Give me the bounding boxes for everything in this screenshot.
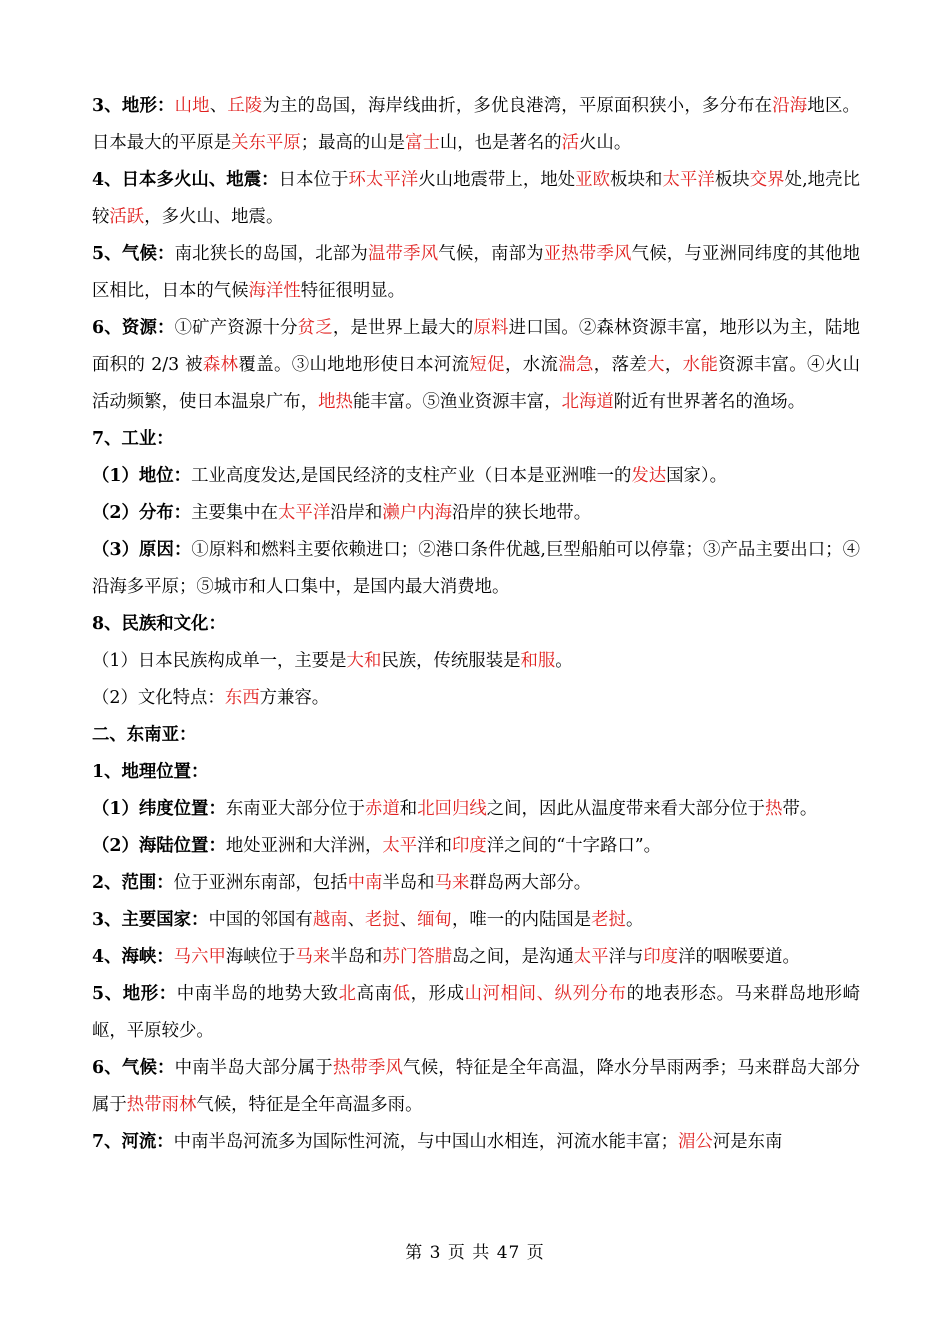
key-term: 东西 bbox=[224, 688, 260, 708]
scope-paragraph bbox=[92, 865, 860, 902]
body-text: 日本位于 bbox=[278, 170, 349, 190]
footer-mid: 页 共 bbox=[447, 1243, 491, 1263]
culture-item bbox=[92, 680, 860, 717]
key-term: 马来 bbox=[434, 873, 470, 893]
body-text: 火山地震带上，地处 bbox=[418, 170, 576, 190]
key-term: 缅甸 bbox=[417, 910, 453, 930]
body-text: ，水流 bbox=[504, 355, 559, 375]
body-text: ， bbox=[664, 355, 683, 375]
body-text: ，是世界上最大的 bbox=[332, 318, 474, 338]
body-text: 火山。 bbox=[579, 133, 632, 153]
key-term: 越南 bbox=[312, 910, 348, 930]
industry-distribution bbox=[92, 495, 860, 532]
southeast-asia-heading bbox=[92, 717, 860, 754]
key-term: 贫乏 bbox=[297, 318, 333, 338]
key-term: 交界 bbox=[749, 170, 785, 190]
body-text: 民族，传统服装是 bbox=[381, 651, 521, 671]
body-text: 方兼容。 bbox=[259, 688, 330, 708]
body-text: 河是东南 bbox=[712, 1132, 783, 1152]
body-text: 中南半岛大部分属于 bbox=[174, 1058, 333, 1078]
body-text: 为主的岛国，海岸线曲折，多优良港湾，平原面积狭小，多分布在 bbox=[262, 96, 773, 116]
body-text: ；最高的山是 bbox=[300, 133, 406, 153]
key-term: 发达 bbox=[631, 466, 667, 486]
key-term: 北回归线 bbox=[417, 799, 487, 819]
rivers-paragraph bbox=[92, 1124, 860, 1161]
key-term: 海洋性 bbox=[248, 281, 301, 301]
section-label: 4、日本多火山、地震： bbox=[92, 170, 279, 190]
climate-paragraph bbox=[92, 236, 860, 310]
key-term: 太平 bbox=[573, 947, 609, 967]
key-term: 热带季风 bbox=[332, 1058, 404, 1078]
key-term: 活跃 bbox=[109, 207, 145, 227]
key-term: 温带季风 bbox=[367, 244, 439, 264]
key-term: 水能 bbox=[682, 355, 719, 375]
body-text: 洋和 bbox=[417, 836, 452, 856]
key-term: 印度 bbox=[451, 836, 487, 856]
body-text: 群岛两大部分。 bbox=[469, 873, 592, 893]
strait-paragraph bbox=[92, 939, 860, 976]
location-heading bbox=[92, 754, 860, 791]
body-text: 处,地壳比较 bbox=[92, 170, 860, 227]
body-text: 高南 bbox=[356, 984, 393, 1004]
body-text: ，多火山、地震。 bbox=[144, 207, 284, 227]
body-text: 工业高度发达,是国民经济的支柱产业（日本是亚洲唯一的 bbox=[191, 466, 632, 486]
body-text: 岛之间，是沟通 bbox=[452, 947, 574, 967]
body-text: 、 bbox=[399, 910, 418, 930]
key-term: 大和 bbox=[346, 651, 382, 671]
section-label: （2）分布： bbox=[92, 503, 192, 523]
key-term: 地热 bbox=[318, 392, 353, 412]
key-term: 马六甲 bbox=[173, 947, 226, 967]
key-term: 北 bbox=[338, 984, 357, 1004]
key-term: 原料 bbox=[473, 318, 509, 338]
key-term: 太平洋 bbox=[662, 170, 715, 190]
body-text: 覆盖。③山地地形使日本河流 bbox=[238, 355, 470, 375]
body-text: 、 bbox=[347, 910, 366, 930]
key-term: 中南 bbox=[347, 873, 383, 893]
body-text: 之间，因此从温度带来看大部分位于 bbox=[486, 799, 766, 819]
key-term: 热带雨林 bbox=[126, 1095, 197, 1115]
body-text: 和 bbox=[399, 799, 418, 819]
body-text: 带。 bbox=[782, 799, 818, 819]
footer-suffix: 页 bbox=[526, 1243, 545, 1263]
page-footer bbox=[0, 1238, 950, 1263]
body-text: 板块和 bbox=[610, 170, 663, 190]
key-term: 大 bbox=[647, 355, 665, 375]
body-text: ，落差 bbox=[593, 355, 648, 375]
key-term: 关东平原 bbox=[231, 133, 301, 153]
key-term: 太平 bbox=[382, 836, 418, 856]
industry-reasons bbox=[92, 532, 860, 606]
key-term: 和服 bbox=[520, 651, 556, 671]
section-label: （3）原因： bbox=[92, 540, 192, 560]
key-term: 山地 bbox=[174, 96, 210, 116]
body-text: ①矿产资源十分 bbox=[174, 318, 298, 338]
body-text: 地区。日本最大的平原是 bbox=[92, 96, 860, 153]
key-term: 老挝 bbox=[365, 910, 400, 930]
body-text: 沿岸的狭长地带。 bbox=[451, 503, 592, 523]
body-text: 资源丰富。④火山活动频繁，使日本温泉广布， bbox=[92, 355, 860, 412]
body-text: 气候，特征是全年高温，降水分旱雨两季；马来群岛大部分属于 bbox=[92, 1058, 860, 1115]
section-label: 6、资源： bbox=[92, 318, 175, 338]
footer-total-pages: 47 bbox=[496, 1243, 521, 1263]
body-text: 板块 bbox=[714, 170, 750, 190]
latitude-location bbox=[92, 791, 860, 828]
key-term: 亚欧 bbox=[575, 170, 611, 190]
section-label: 5、气候： bbox=[92, 244, 175, 264]
sea-terrain-paragraph bbox=[92, 976, 860, 1050]
countries-paragraph bbox=[92, 902, 860, 939]
key-term: 马来 bbox=[295, 947, 331, 967]
key-term: 丘陵 bbox=[227, 96, 263, 116]
ethnicity-heading bbox=[92, 606, 860, 643]
ethnicity-item bbox=[92, 643, 860, 680]
sea-climate-paragraph bbox=[92, 1050, 860, 1124]
body-text: 能丰富。⑤渔业资源丰富， bbox=[352, 392, 562, 412]
section-label: 3、主要国家： bbox=[92, 910, 209, 930]
section-label: 二、东南亚： bbox=[92, 725, 197, 745]
body-text: 国家）。 bbox=[666, 466, 728, 486]
body-text: 气候，特征是全年高温多雨。 bbox=[196, 1095, 423, 1115]
body-text: 中南半岛的地势大致 bbox=[176, 984, 339, 1004]
key-term: 热 bbox=[765, 799, 783, 819]
key-term: 濑户内海 bbox=[382, 503, 452, 523]
key-term: 印度 bbox=[643, 947, 679, 967]
key-term: 湍急 bbox=[558, 355, 594, 375]
section-label: 4、海峡： bbox=[92, 947, 174, 967]
section-label: 8、民族和文化： bbox=[92, 614, 226, 634]
body-text: （2）文化特点： bbox=[92, 688, 225, 708]
key-term: 湄公 bbox=[678, 1132, 713, 1152]
body-text: 洋的咽喉要道。 bbox=[678, 947, 800, 967]
key-term: 亚热带季风 bbox=[543, 244, 632, 264]
key-term: 富士 bbox=[405, 133, 440, 153]
section-label: 7、河流： bbox=[92, 1132, 174, 1152]
section-label: （2）海陆位置： bbox=[92, 836, 226, 856]
body-text: 附近有世界著名的渔场。 bbox=[613, 392, 806, 412]
document-body bbox=[92, 88, 860, 1161]
section-label: 2、范围： bbox=[92, 873, 174, 893]
industry-heading bbox=[92, 421, 860, 458]
section-label: 7、工业： bbox=[92, 429, 174, 449]
body-text: 东南亚大部分位于 bbox=[225, 799, 365, 819]
footer-page-number: 3 bbox=[429, 1243, 442, 1263]
section-label: （1）纬度位置： bbox=[92, 799, 226, 819]
key-term: 山河相间、纵列分布 bbox=[464, 984, 627, 1004]
section-label: 6、气候： bbox=[92, 1058, 175, 1078]
industry-status bbox=[92, 458, 860, 495]
body-text: （1）日本民族构成单一，主要是 bbox=[92, 651, 347, 671]
resources-paragraph bbox=[92, 310, 860, 421]
key-term: 太平洋 bbox=[278, 503, 331, 523]
key-term: 赤道 bbox=[364, 799, 400, 819]
body-text: 、 bbox=[209, 96, 228, 116]
key-term: 短促 bbox=[469, 355, 505, 375]
body-text: 中南半岛河流多为国际性河流，与中国山水相连，河流水能丰富； bbox=[173, 1132, 679, 1152]
key-term: 北海道 bbox=[561, 392, 614, 412]
body-text: 的地表形态。马来群岛地形崎岖，平原较少。 bbox=[92, 984, 860, 1041]
section-label: 1、地理位置： bbox=[92, 762, 209, 782]
body-text: 沿岸和 bbox=[330, 503, 383, 523]
section-label: 5、地形： bbox=[92, 984, 177, 1004]
body-text: 主要集中在 bbox=[191, 503, 279, 523]
body-text: 气候，南部为 bbox=[438, 244, 544, 264]
key-term: 森林 bbox=[202, 355, 239, 375]
key-term: 低 bbox=[392, 984, 411, 1004]
section-label: 3、地形： bbox=[92, 96, 175, 116]
key-term: 环太平洋 bbox=[348, 170, 419, 190]
body-text: 南北狭长的岛国，北部为 bbox=[174, 244, 368, 264]
body-text: ，形成 bbox=[410, 984, 465, 1004]
section-label: （1）地位： bbox=[92, 466, 192, 486]
body-text: ，唯一的内陆国是 bbox=[452, 910, 592, 930]
footer-prefix: 第 bbox=[405, 1243, 424, 1263]
volcano-earthquake-paragraph bbox=[92, 162, 860, 236]
body-text: 特征很明显。 bbox=[300, 281, 406, 301]
body-text: 位于亚洲东南部，包括 bbox=[173, 873, 348, 893]
body-text: 洋之间的“十字路口”。 bbox=[486, 836, 662, 856]
key-term: 老挝 bbox=[591, 910, 626, 930]
body-text: 地处亚洲和大洋洲， bbox=[225, 836, 383, 856]
terrain-paragraph bbox=[92, 88, 860, 162]
body-text: ①原料和燃料主要依赖进口；②港口条件优越,巨型船舶可以停靠；③产品主要出口；④沿海多平原；⑤城市和人口集中，是国内最大消费地。 bbox=[92, 540, 860, 597]
key-term: 沿海 bbox=[772, 96, 808, 116]
body-text: 。 bbox=[555, 651, 573, 671]
body-text: 半岛和 bbox=[330, 947, 383, 967]
body-text: 海峡位于 bbox=[225, 947, 296, 967]
body-text: 山，也是著名的 bbox=[439, 133, 562, 153]
key-term: 苏门答腊 bbox=[382, 947, 452, 967]
body-text: 气候，与亚洲同纬度的其他地区相比，日本的气候 bbox=[92, 244, 860, 301]
body-text: 中国的邻国有 bbox=[208, 910, 313, 930]
body-text: 进口国。②森林资源丰富，地形以为主，陆地面积的 2/3 被 bbox=[92, 318, 860, 375]
sea-land-location bbox=[92, 828, 860, 865]
key-term: 活 bbox=[561, 133, 580, 153]
body-text: 半岛和 bbox=[382, 873, 435, 893]
body-text: 洋与 bbox=[608, 947, 644, 967]
body-text: 。 bbox=[625, 910, 644, 930]
